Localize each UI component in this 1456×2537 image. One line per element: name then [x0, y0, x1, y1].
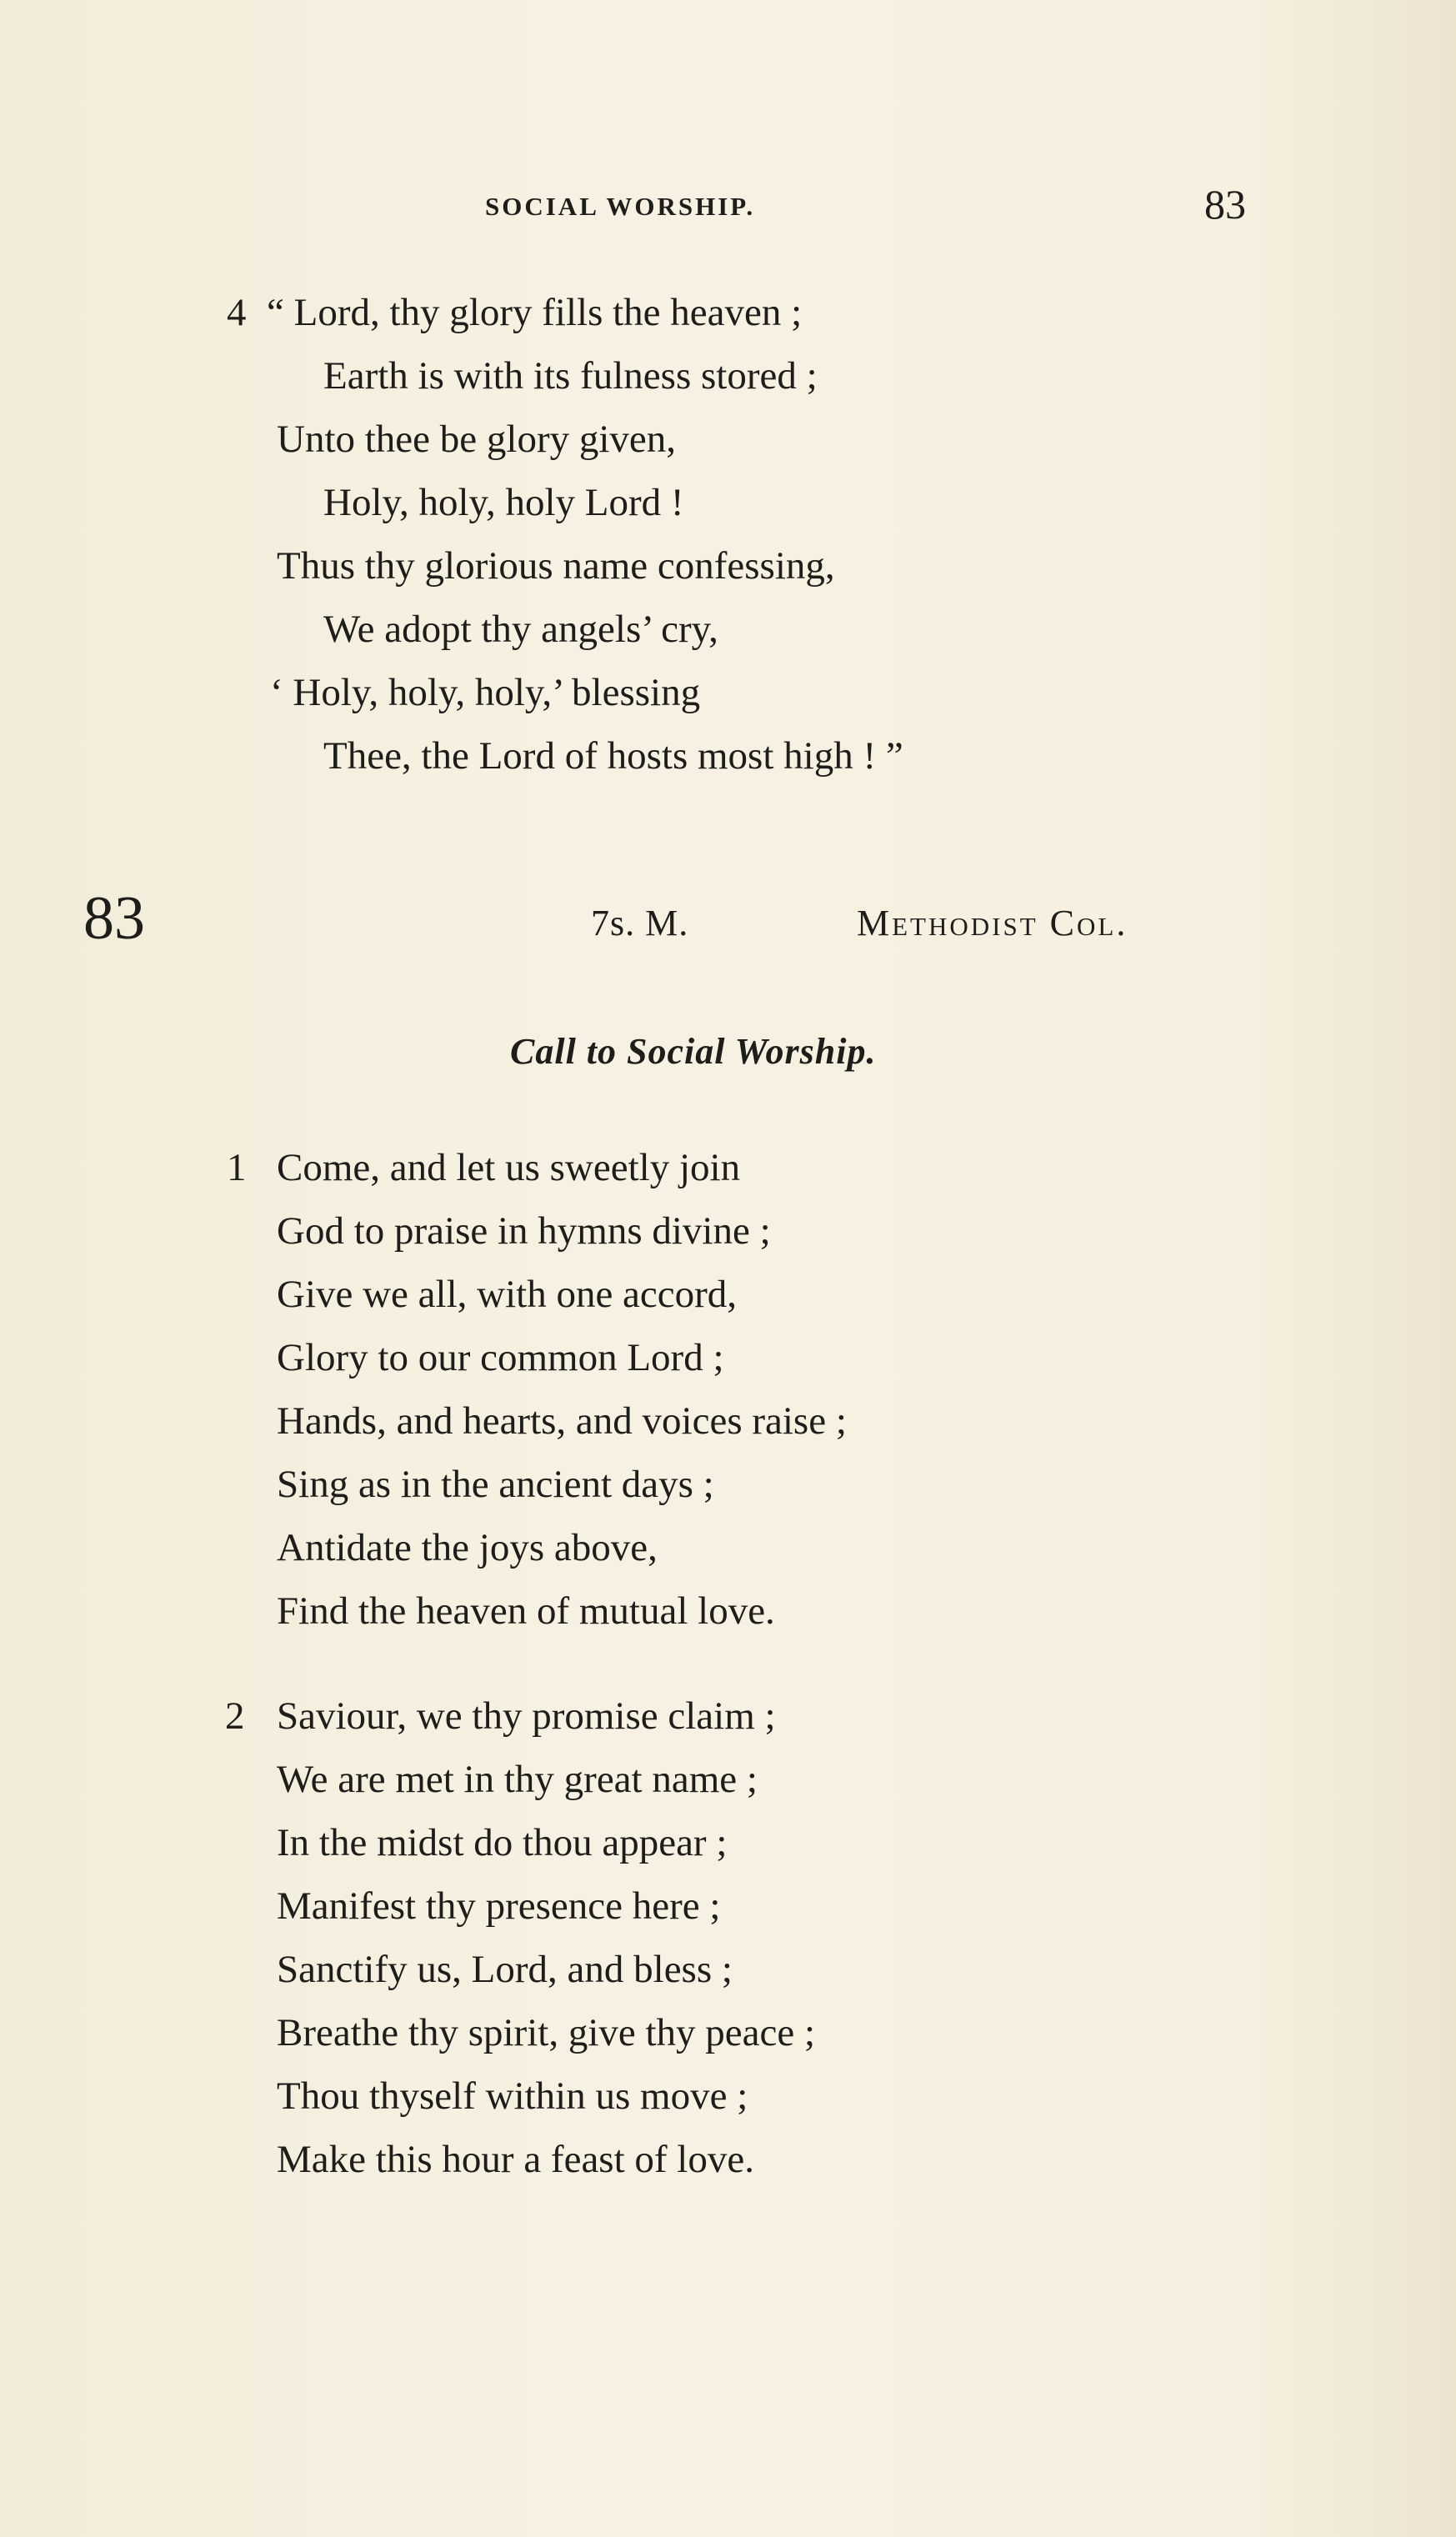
- verse-line: Holy, holy, holy Lord !: [323, 481, 684, 524]
- hymn-header: [0, 883, 1456, 953]
- verse-line: We are met in thy great name ;: [277, 1758, 758, 1801]
- hymn-source: Methodist Col.: [857, 903, 1128, 943]
- verse-line: Thou thyself within us move ;: [277, 2074, 748, 2118]
- verse-line: In the midst do thou appear ;: [277, 1821, 728, 1864]
- verse-line: Make this hour a feast of love.: [277, 2138, 754, 2181]
- verse-line: Find the heaven of mutual love.: [277, 1589, 775, 1633]
- verse-line: Earth is with its fulness stored ;: [323, 354, 818, 398]
- hymn-title: Call to Social Worship.: [510, 1031, 877, 1072]
- verse-line: ‘ Holy, holy, holy,’ blessing: [270, 671, 701, 714]
- hymn-number: 83: [83, 884, 145, 953]
- verse-line: Sanctify us, Lord, and bless ;: [277, 1948, 733, 1991]
- verse-line: Thee, the Lord of hosts most high ! ”: [323, 734, 903, 778]
- running-head-title: SOCIAL WORSHIP.: [485, 192, 756, 221]
- verse-line: Thus thy glorious name confessing,: [277, 544, 835, 588]
- verse-line: Unto thee be glory given,: [277, 418, 677, 461]
- verse-line: Come, and let us sweetly join: [277, 1146, 741, 1189]
- verse-line: Manifest thy presence here ;: [277, 1884, 721, 1928]
- running-head: [0, 181, 1456, 235]
- verse-line: “ Lord, thy glory fills the heaven ;: [267, 291, 803, 334]
- stanza-number: 4: [227, 291, 247, 334]
- verse-line: God to praise in hymns divine ;: [277, 1209, 771, 1253]
- page-number: 83: [1204, 181, 1246, 228]
- hymn-meter: 7s. M.: [591, 903, 689, 943]
- verse-line: Saviour, we thy promise claim ;: [277, 1694, 776, 1738]
- verse-line: Give we all, with one accord,: [277, 1273, 738, 1316]
- verse-line: Breathe thy spirit, give thy peace ;: [277, 2011, 816, 2054]
- stanza-number: 2: [225, 1694, 245, 1738]
- verse-line: Hands, and hearts, and voices raise ;: [277, 1399, 847, 1443]
- stanza-number: 1: [227, 1146, 247, 1189]
- verse-line: Antidate the joys above,: [277, 1526, 658, 1569]
- verse-line: Glory to our common Lord ;: [277, 1336, 724, 1379]
- verse-line: Sing as in the ancient days ;: [277, 1463, 714, 1506]
- verse-line: We adopt thy angels’ cry,: [323, 608, 718, 651]
